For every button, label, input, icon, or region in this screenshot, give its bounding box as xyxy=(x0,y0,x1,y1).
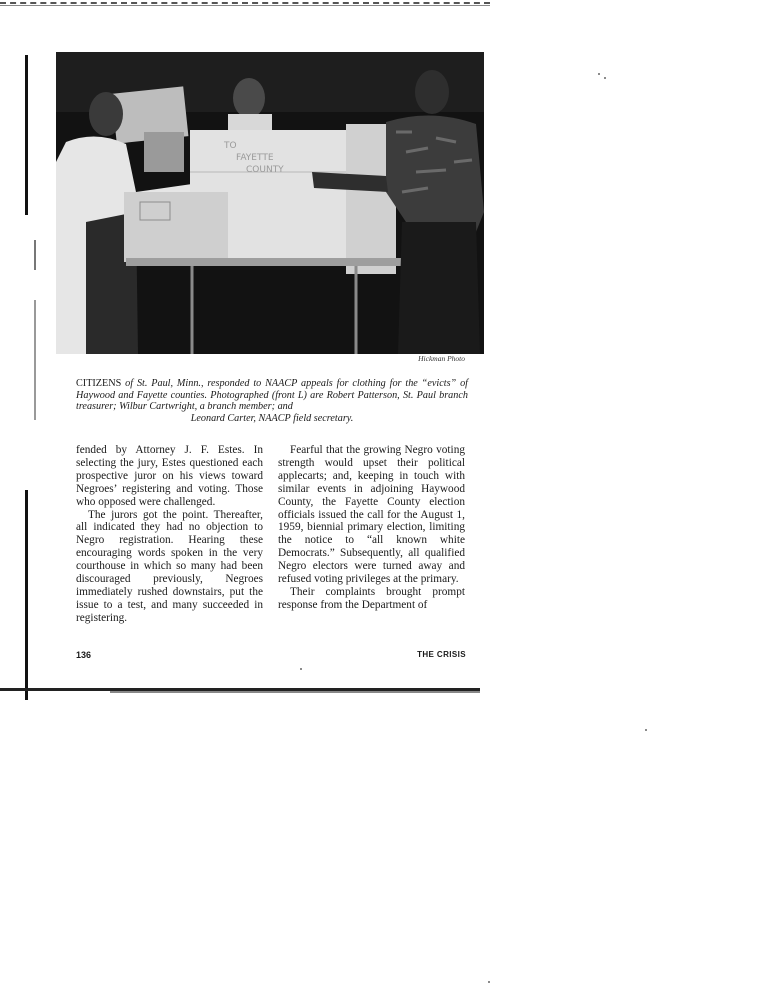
sign-text: COUNTY xyxy=(246,165,284,175)
news-photo xyxy=(56,52,484,354)
speck xyxy=(645,729,647,731)
bottom-rule-shadow xyxy=(110,691,480,693)
scan-mark xyxy=(34,240,36,270)
caption-text: of St. Paul, Minn., responded to NAACP appeals for clothing for the “evicts” of Haywood and Fayette counties. Photographed (front L) are Robert Patterson, St. Paul branch treasurer; Wilbur Cartwright, a branch member; and xyxy=(76,378,468,412)
photo-illustration xyxy=(56,52,484,354)
page-number: 136 xyxy=(76,650,92,660)
article-column-left xyxy=(76,444,263,625)
top-rule-shadow xyxy=(0,5,490,6)
article-column-right xyxy=(278,444,465,612)
paragraph: Their complaints brought prompt response from the Department of xyxy=(278,585,465,611)
speck xyxy=(598,73,600,75)
binding-edge-upper xyxy=(25,55,28,215)
caption-last-line: Leonard Carter, NAACP field secretary. xyxy=(190,412,354,424)
caption-lead: CITIZENS xyxy=(76,378,122,389)
photo-caption xyxy=(76,378,468,424)
binding-edge-lower xyxy=(25,490,28,700)
photo-credit: Hickman Photo xyxy=(418,354,465,363)
top-rule xyxy=(0,2,490,4)
speck xyxy=(300,668,302,670)
speck xyxy=(488,981,490,983)
sign-text: TO xyxy=(224,141,237,151)
speck xyxy=(604,77,606,79)
sign-text: FAYETTE xyxy=(236,153,274,163)
paragraph: Fearful that the growing Negro voting strength would upset their political applecarts; and, keeping in touch with similar events in adjoining Haywood County, the Fayette County election officials issued the call for the August 1, 1959, biennial primary election, limiting the notice to “all known white Democrats.” Subsequently, all qualified Negro electors were turned away and refused voting privileges at the primary. xyxy=(278,444,465,586)
paragraph: fended by Attorney J. F. Estes. In selecting the jury, Estes questioned each prospective juror on his views toward Negroes’ registering and voting. Those who opposed were challenged. xyxy=(76,444,263,508)
publication-title: THE CRISIS xyxy=(417,650,466,659)
scan-mark xyxy=(34,300,36,420)
paragraph: The jurors got the point. Thereafter, all indicated they had no objection to Negro registration. Hearing these encouraging words spoken in the very courthouse in which so many had been discouraged previously, Negroes immediately rushed downstairs, put the issue to a test, and many succeeded in registering. xyxy=(76,508,263,624)
